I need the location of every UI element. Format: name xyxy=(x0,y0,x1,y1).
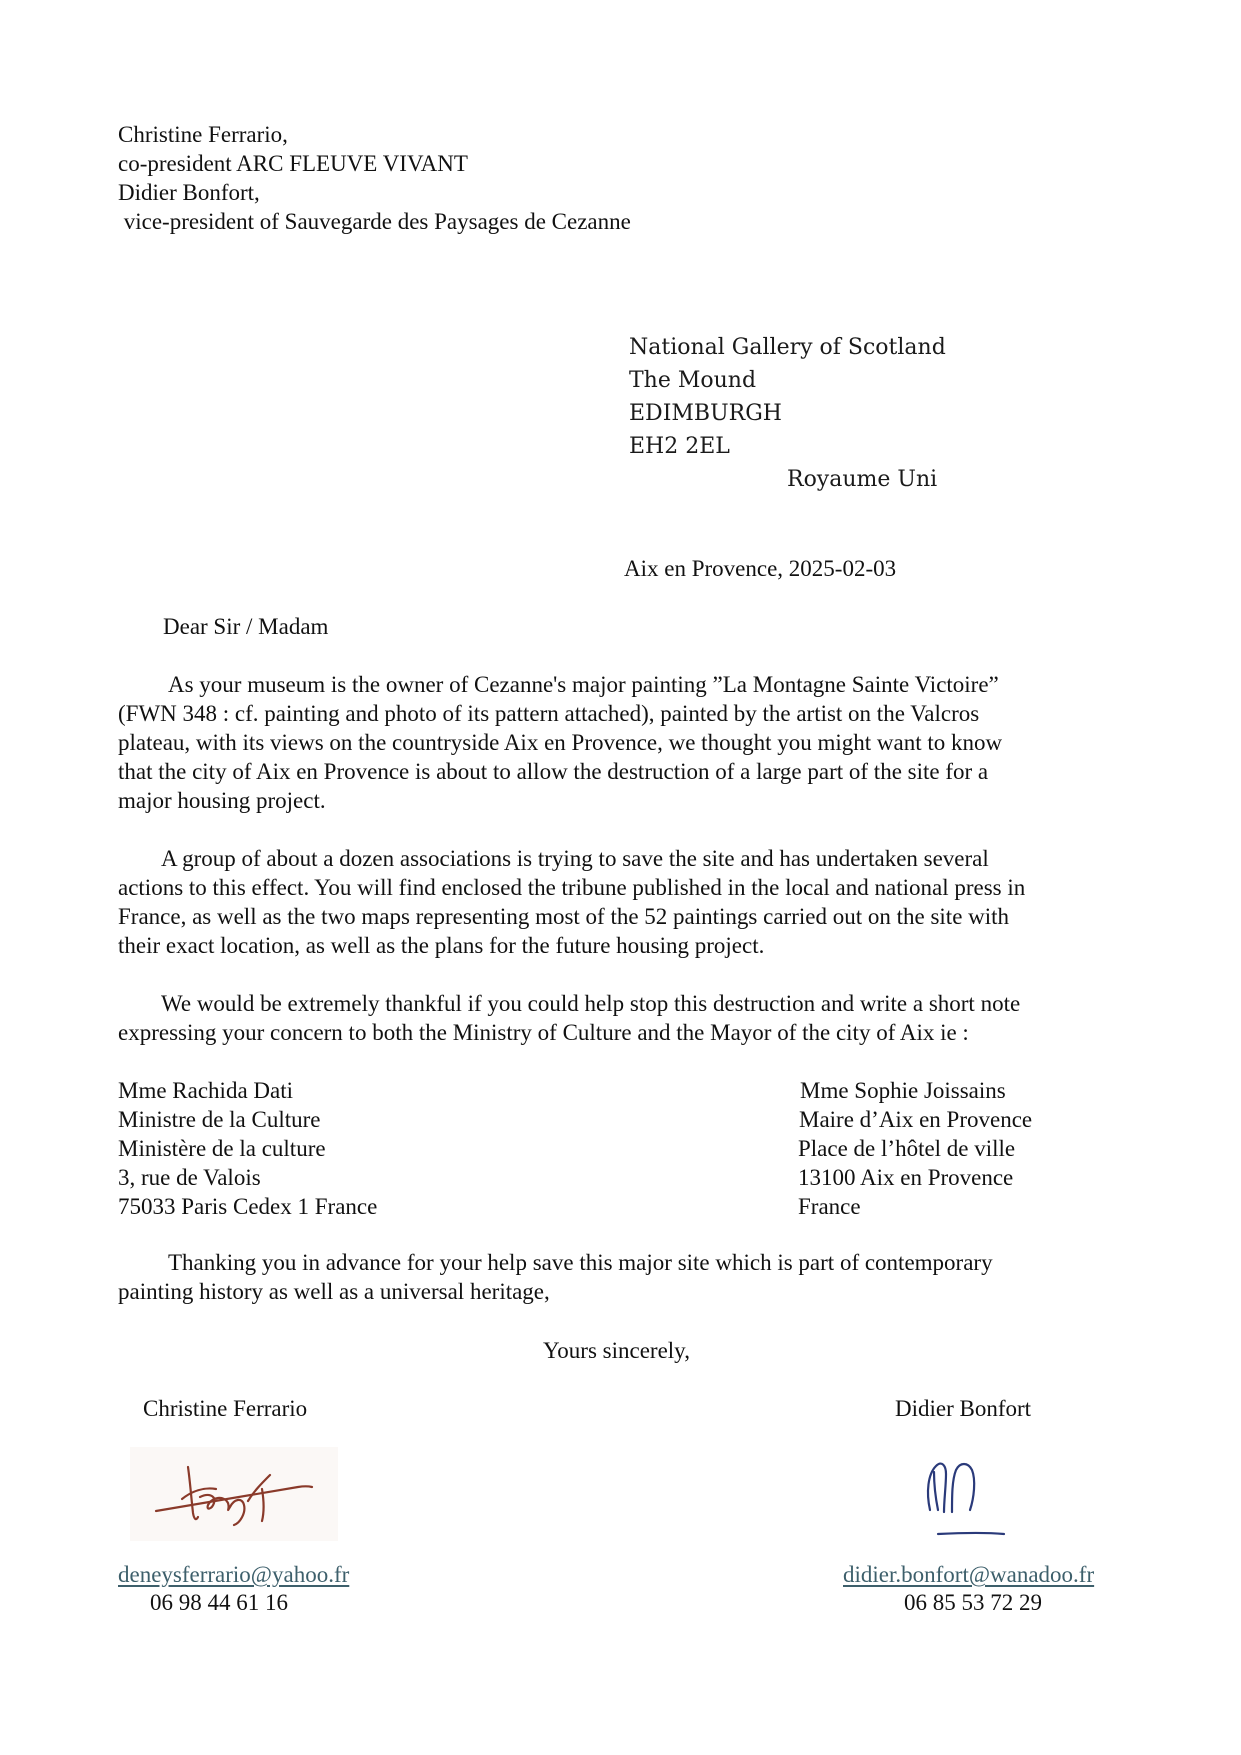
recipient-line: EH2 2EL xyxy=(629,434,730,459)
sender-line: co-president ARC FLEUVE VIVANT xyxy=(118,151,468,176)
closing-paragraph xyxy=(118,1248,1118,1306)
salutation: Dear Sir / Madam xyxy=(163,614,329,639)
paragraph-line: painting history as well as a universal heritage, xyxy=(118,1279,550,1304)
email-link-right[interactable]: didier.bonfort@wanadoo.fr xyxy=(843,1562,1095,1587)
address-line: Mme Rachida Dati xyxy=(118,1078,294,1103)
sender-line: vice-president of Sauvegarde des Paysages de Cezanne xyxy=(118,209,631,234)
sender-line: Christine Ferrario, xyxy=(118,122,288,147)
recipient-country: Royaume Uni xyxy=(787,467,938,492)
signature-ink xyxy=(908,1452,1028,1542)
ministry-address xyxy=(118,1076,377,1221)
paragraph-line: expressing your concern to both the Ministry of Culture and the Mayor of the city of Aix ie : xyxy=(118,1020,969,1045)
paragraph-line: their exact location, as well as the plans for the future housing project. xyxy=(118,933,765,958)
sender-block xyxy=(118,120,631,236)
body-paragraph-2 xyxy=(118,844,1118,960)
paragraph-line: plateau, with its views on the countryside Aix en Provence, we thought you might want to know xyxy=(118,730,1003,755)
signature-christine-ferrario xyxy=(130,1447,338,1541)
body-paragraph-1 xyxy=(118,670,1118,815)
paragraph-line: (FWN 348 : cf. painting and photo of its pattern attached), painted by the artist on the Valcros xyxy=(118,701,980,726)
phone-right: 06 85 53 72 29 xyxy=(904,1590,1042,1615)
address-line: Maire d’Aix en Provence xyxy=(799,1107,1033,1132)
sign-off: Yours sincerely, xyxy=(543,1338,690,1363)
address-line: 75033 Paris Cedex 1 France xyxy=(118,1194,378,1219)
phone-left: 06 98 44 61 16 xyxy=(150,1590,288,1615)
address-line: Mme Sophie Joissains xyxy=(800,1078,1006,1103)
paragraph-line: major housing project. xyxy=(118,788,326,813)
body-paragraph-3 xyxy=(118,989,1118,1047)
address-line: 3, rue de Valois xyxy=(118,1165,261,1190)
recipient-line: The Mound xyxy=(629,368,757,393)
paragraph-line: As your museum is the owner of Cezanne's major painting ”La Montagne Sainte Victoire” xyxy=(168,672,999,697)
address-line: Ministre de la Culture xyxy=(118,1107,321,1132)
recipient-line: EDIMBURGH xyxy=(629,401,782,426)
address-line: France xyxy=(798,1194,861,1219)
paragraph-line: We would be extremely thankful if you could help stop this destruction and write a short note xyxy=(161,991,1021,1016)
signatory-name-left: Christine Ferrario xyxy=(143,1396,308,1421)
signature-ink xyxy=(130,1447,338,1541)
paragraph-line: that the city of Aix en Provence is about to allow the destruction of a large part of the site for a xyxy=(118,759,989,784)
mayor-address xyxy=(798,1076,1032,1221)
place-date: Aix en Provence, 2025-02-03 xyxy=(624,556,897,581)
signatory-name-right: Didier Bonfort xyxy=(895,1396,1032,1421)
recipient-line: National Gallery of Scotland xyxy=(629,335,946,360)
address-line: Place de l’hôtel de ville xyxy=(798,1136,1016,1161)
paragraph-line: Thanking you in advance for your help save this major site which is part of contemporary xyxy=(168,1250,993,1275)
paragraph-line: France, as well as the two maps representing most of the 52 paintings carried out on the site with xyxy=(118,904,1010,929)
recipient-block xyxy=(629,331,946,496)
signature-didier-bonfort xyxy=(908,1452,1028,1542)
sender-line: Didier Bonfort, xyxy=(118,180,260,205)
address-line: Ministère de la culture xyxy=(118,1136,326,1161)
paragraph-line: A group of about a dozen associations is trying to save the site and has undertaken several xyxy=(161,846,989,871)
paragraph-line: actions to this effect. You will find enclosed the tribune published in the local and national press in xyxy=(118,875,1026,900)
address-line: 13100 Aix en Provence xyxy=(798,1165,1014,1190)
email-link-left[interactable]: deneysferrario@yahoo.fr xyxy=(118,1562,350,1587)
